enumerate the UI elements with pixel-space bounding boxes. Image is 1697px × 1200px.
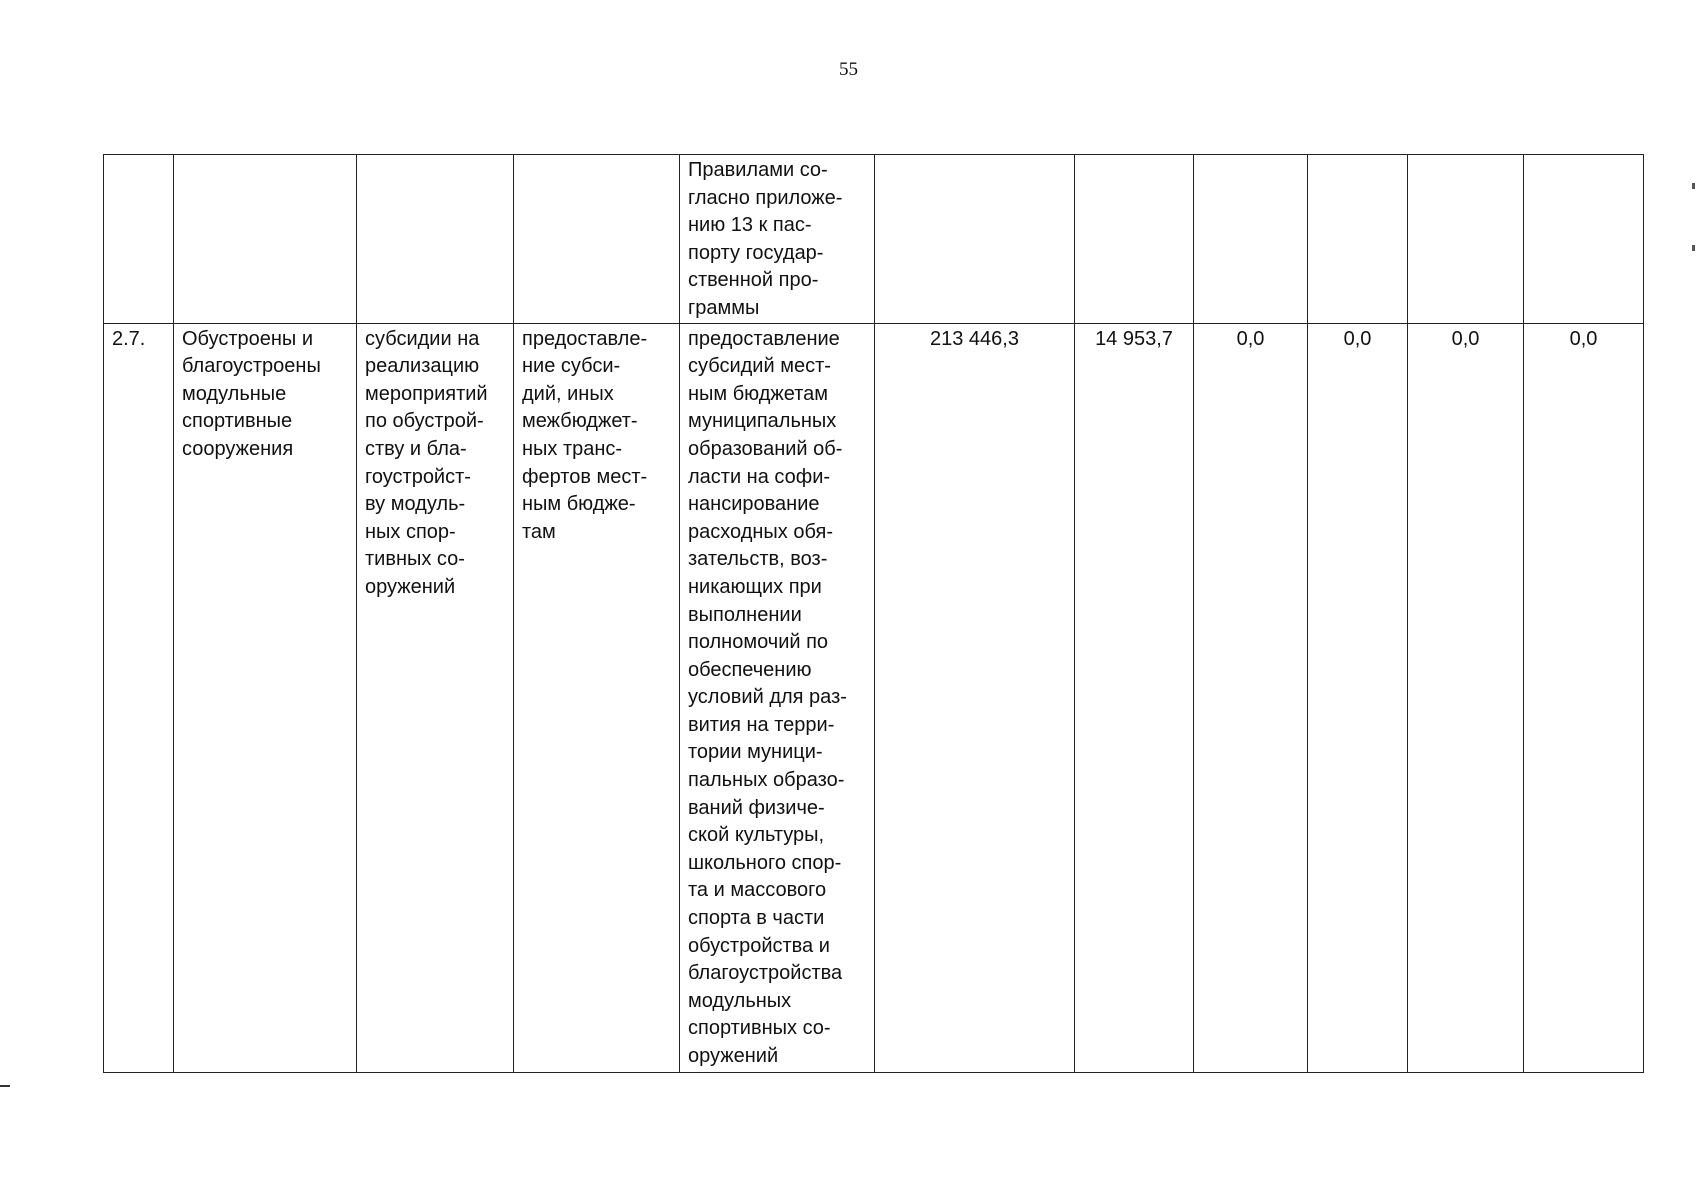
cell-value-4: [1308, 155, 1408, 324]
value-text: 0,0: [1343, 327, 1372, 350]
cell-value-3: [1194, 323, 1308, 1072]
result-text: Обустроены и благоустроены модульные спортивные сооружения: [182, 327, 321, 460]
value-text: 213 446,3: [930, 327, 1019, 350]
page-number: 55: [839, 59, 858, 80]
description-text: Правилами со- гласно приложе- нию 13 к пас- порту государ- ственной про- граммы: [688, 159, 843, 319]
value-text: 14 953,7: [1095, 327, 1173, 350]
cell-result: [174, 155, 357, 324]
program-activities-table: [103, 154, 1644, 1073]
scan-speck: [1692, 183, 1695, 189]
mechanism-text: субсидии на реализацию мероприятий по обустрой- ству и бла- гоустройст- ву модуль- ных спор- тивных со- оружений: [365, 327, 488, 598]
cell-mechanism: [357, 155, 514, 324]
scan-edge-mark: [0, 1085, 10, 1087]
table-row: [104, 155, 1644, 324]
cell-value-6: [1524, 323, 1644, 1072]
cell-value-5: [1408, 155, 1524, 324]
cell-value-2: [1075, 155, 1194, 324]
cell-index: [104, 155, 174, 324]
value-text: 0,0: [1569, 327, 1598, 350]
scan-speck: [1692, 245, 1695, 251]
cell-value-6: [1524, 155, 1644, 324]
cell-value-1: [875, 155, 1075, 324]
cell-result: [174, 323, 357, 1072]
cell-value-5: [1408, 323, 1524, 1072]
cell-mechanism: [357, 323, 514, 1072]
value-text: 0,0: [1236, 327, 1265, 350]
cell-description: [680, 155, 875, 324]
cell-value-1: [875, 323, 1075, 1072]
cell-form: [514, 323, 680, 1072]
cell-description: [680, 323, 875, 1072]
cell-value-3: [1194, 155, 1308, 324]
row-index: 2.7.: [112, 327, 146, 350]
cell-value-4: [1308, 323, 1408, 1072]
form-text: предоставле- ние субси- дий, иных межбюджет- ных транс- фертов мест- ным бюдже- там: [522, 327, 648, 543]
value-text: 0,0: [1451, 327, 1480, 350]
cell-value-2: [1075, 323, 1194, 1072]
cell-index: [104, 323, 174, 1072]
description-text: предоставление субсидий мест- ным бюджетам муниципальных образований об- ласти на софи- нансирование расходных обя- зательств, воз- никающих при выполнении полномочий по обеспечению условий для раз- вития на терри- тории муници- пальных образо- ваний физиче- ской культуры, школьного спор- та и массового спорта в части обустройства и благоустройства модульных спортивных со- оружений: [688, 327, 847, 1067]
cell-form: [514, 155, 680, 324]
table-row: [104, 323, 1644, 1072]
